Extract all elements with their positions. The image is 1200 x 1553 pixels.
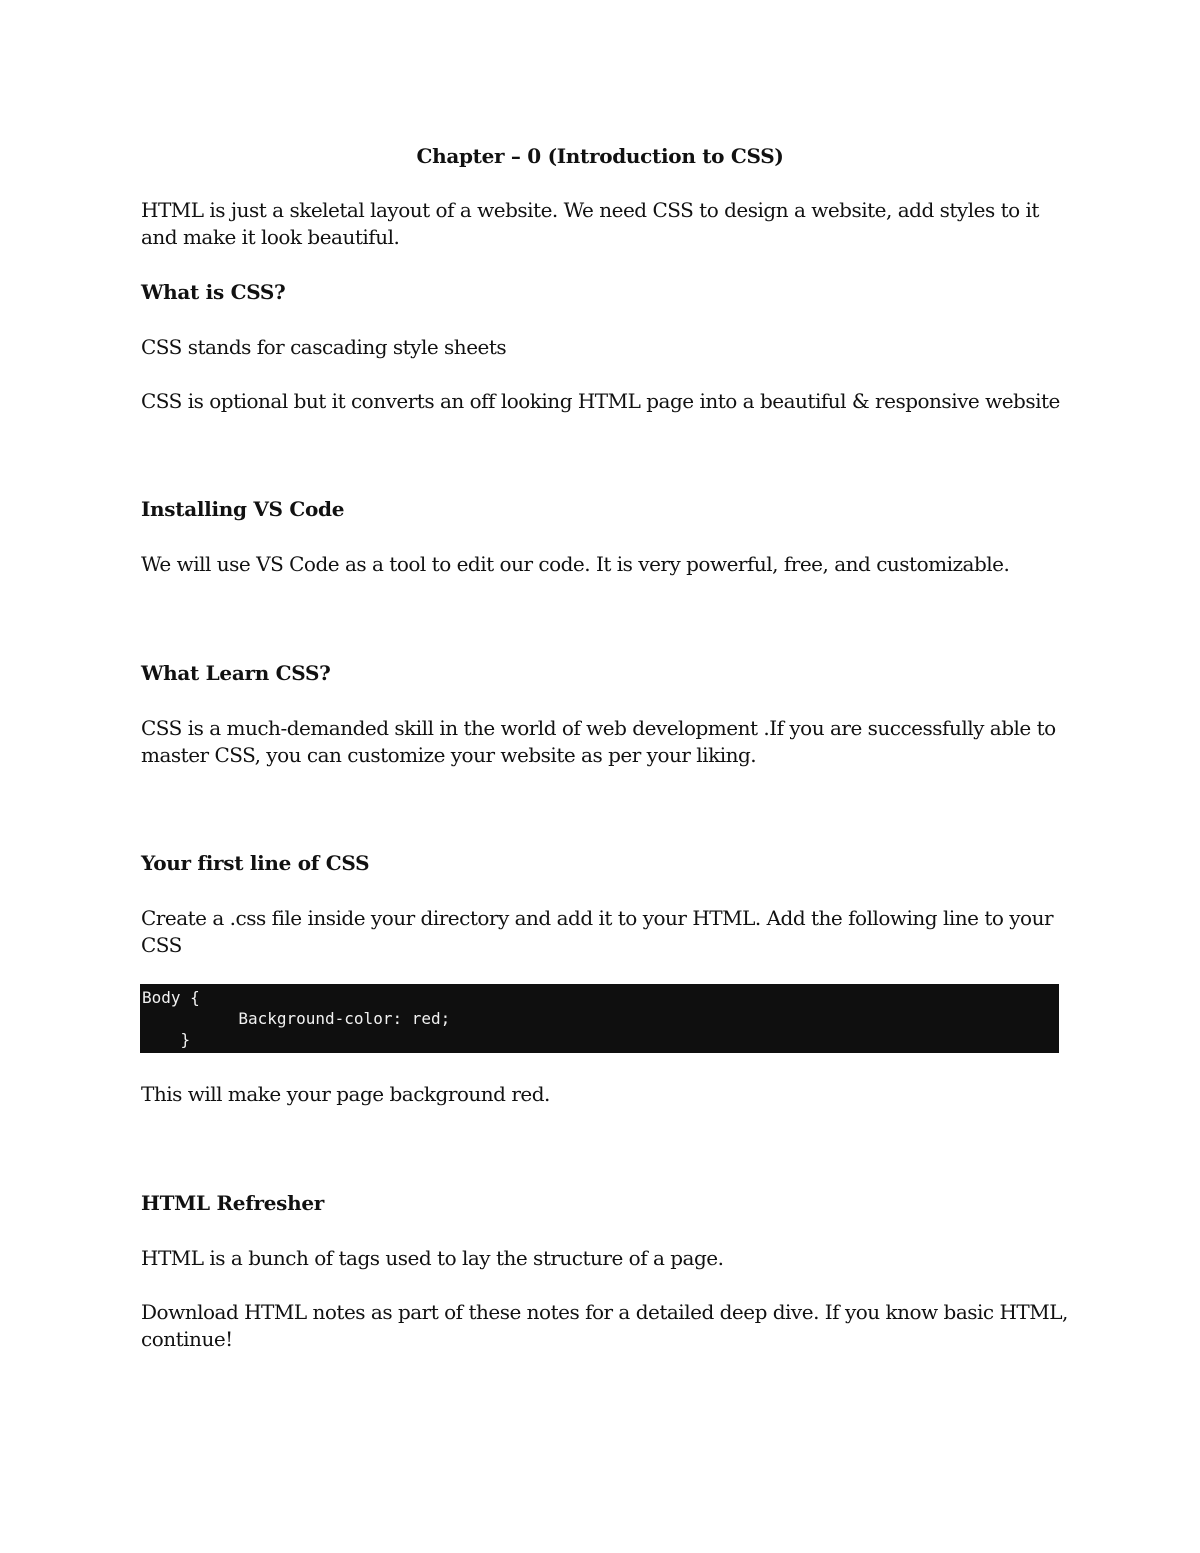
code-line: } [142,1030,191,1049]
heading-first-line-of-css: Your first line of CSS [141,851,370,875]
paragraph-css-stands-for: CSS stands for cascading style sheets [141,335,507,359]
paragraph-background-red: This will make your page background red. [141,1082,550,1106]
paragraph-html-tags: HTML is a bunch of tags used to lay the structure of a page. [141,1246,724,1270]
heading-what-learn-css: What Learn CSS? [141,661,331,685]
intro-paragraph: HTML is just a skeletal layout of a website. We need CSS to design a website, add styles to it and make it look beautiful. [141,198,1039,249]
code-line: Background-color: red; [142,1009,451,1028]
paragraph-vs-code: We will use VS Code as a tool to edit our code. It is very powerful, free, and customizable. [141,552,1010,576]
paragraph-much-demanded: CSS is a much-demanded skill in the world of web development .If you are successfully able to master CSS, you can customize your website as per your liking. [141,716,1056,767]
code-line: Body { [142,988,200,1007]
paragraph-css-optional: CSS is optional but it converts an off looking HTML page into a beautiful & responsive website [141,389,1060,413]
paragraph-download-notes: Download HTML notes as part of these notes for a detailed deep dive. If you know basic HTML, continue! [141,1300,1068,1351]
heading-what-is-css: What is CSS? [141,280,286,304]
heading-installing-vs-code: Installing VS Code [141,497,345,521]
code-block [140,984,1059,1053]
heading-html-refresher: HTML Refresher [141,1191,325,1215]
paragraph-create-css-file: Create a .css file inside your directory and add it to your HTML. Add the following line to your CSS [141,906,1054,957]
page-title: Chapter – 0 (Introduction to CSS) [416,144,784,168]
